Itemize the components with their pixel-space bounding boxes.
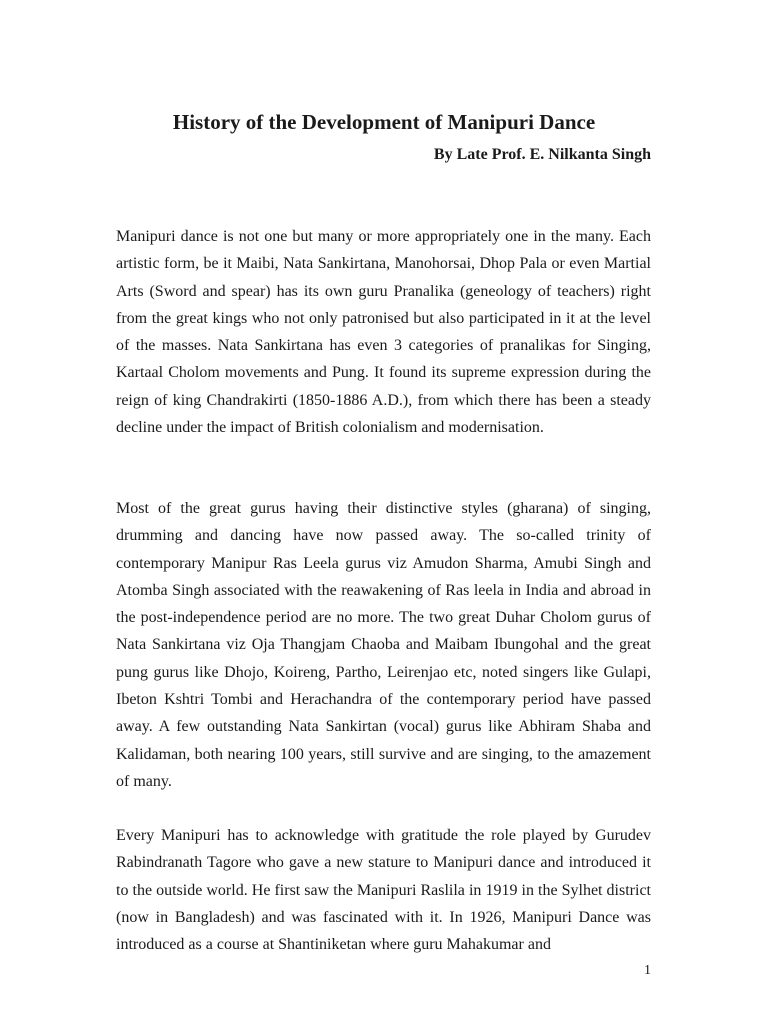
paragraph-2: Most of the great gurus having their distinctive styles (gharana) of singing, drumming and dancing have now passed away. The so-called trinity of contemporary Manipur Ras Leela gurus viz Amudon Sharma, Amubi Singh and Atomba Singh associated with the reawakening of Ras leela in India and abroad in the post-independence period are no more. The two great Duhar Cholom gurus of Nata Sankirtana viz Oja Thangjam Chaoba and Maibam Ibungohal and the great pung gurus like Dhojo, Koireng, Partho, Leirenjao etc, noted singers like Gulapi, Ibeton Kshtri Tombi and Herachandra of the contemporary period have passed away. A few outstanding Nata Sankirtan (vocal) gurus like Abhiram Shaba and Kalidaman, both nearing 100 years, still survive and are singing, to the amazement of many. <box>116 500 651 790</box>
document-title: History of the Development of Manipuri Dance <box>172 110 596 134</box>
paragraph-1: Manipuri dance is not one but many or more appropriately one in the many. Each artistic form, be it Maibi, Nata Sankirtana, Manohorsai, Dhop Pala or even Martial Arts (Sword and spear) has its own guru Pranalika (geneology of teachers) right from the great kings who not only patronised but also participated in it at the level of the masses. Nata Sankirtana has even 3 categories of pranalikas for Singing, Kartaal Cholom movements and Pung. It found its supreme expression during the reign of king Chandrakirti (1850-1886 A.D.), from which there has been a steady decline under the impact of British colonialism and modernisation. <box>116 228 651 437</box>
page-number: 1 <box>644 963 651 978</box>
paragraph-3: Every Manipuri has to acknowledge with gratitude the role played by Gurudev Rabindranath Tagore who gave a new stature to Manipuri dance and introduced it to the outside world. He first saw the Manipuri Raslila in 1919 in the Sylhet district (now in Bangladesh) and was fascinated with it. In 1926, Manipuri Dance was introduced as a course at Shantiniketan where guru Mahakumar and <box>116 827 651 954</box>
author-byline: By Late Prof. E. Nilkanta Singh <box>433 146 651 163</box>
